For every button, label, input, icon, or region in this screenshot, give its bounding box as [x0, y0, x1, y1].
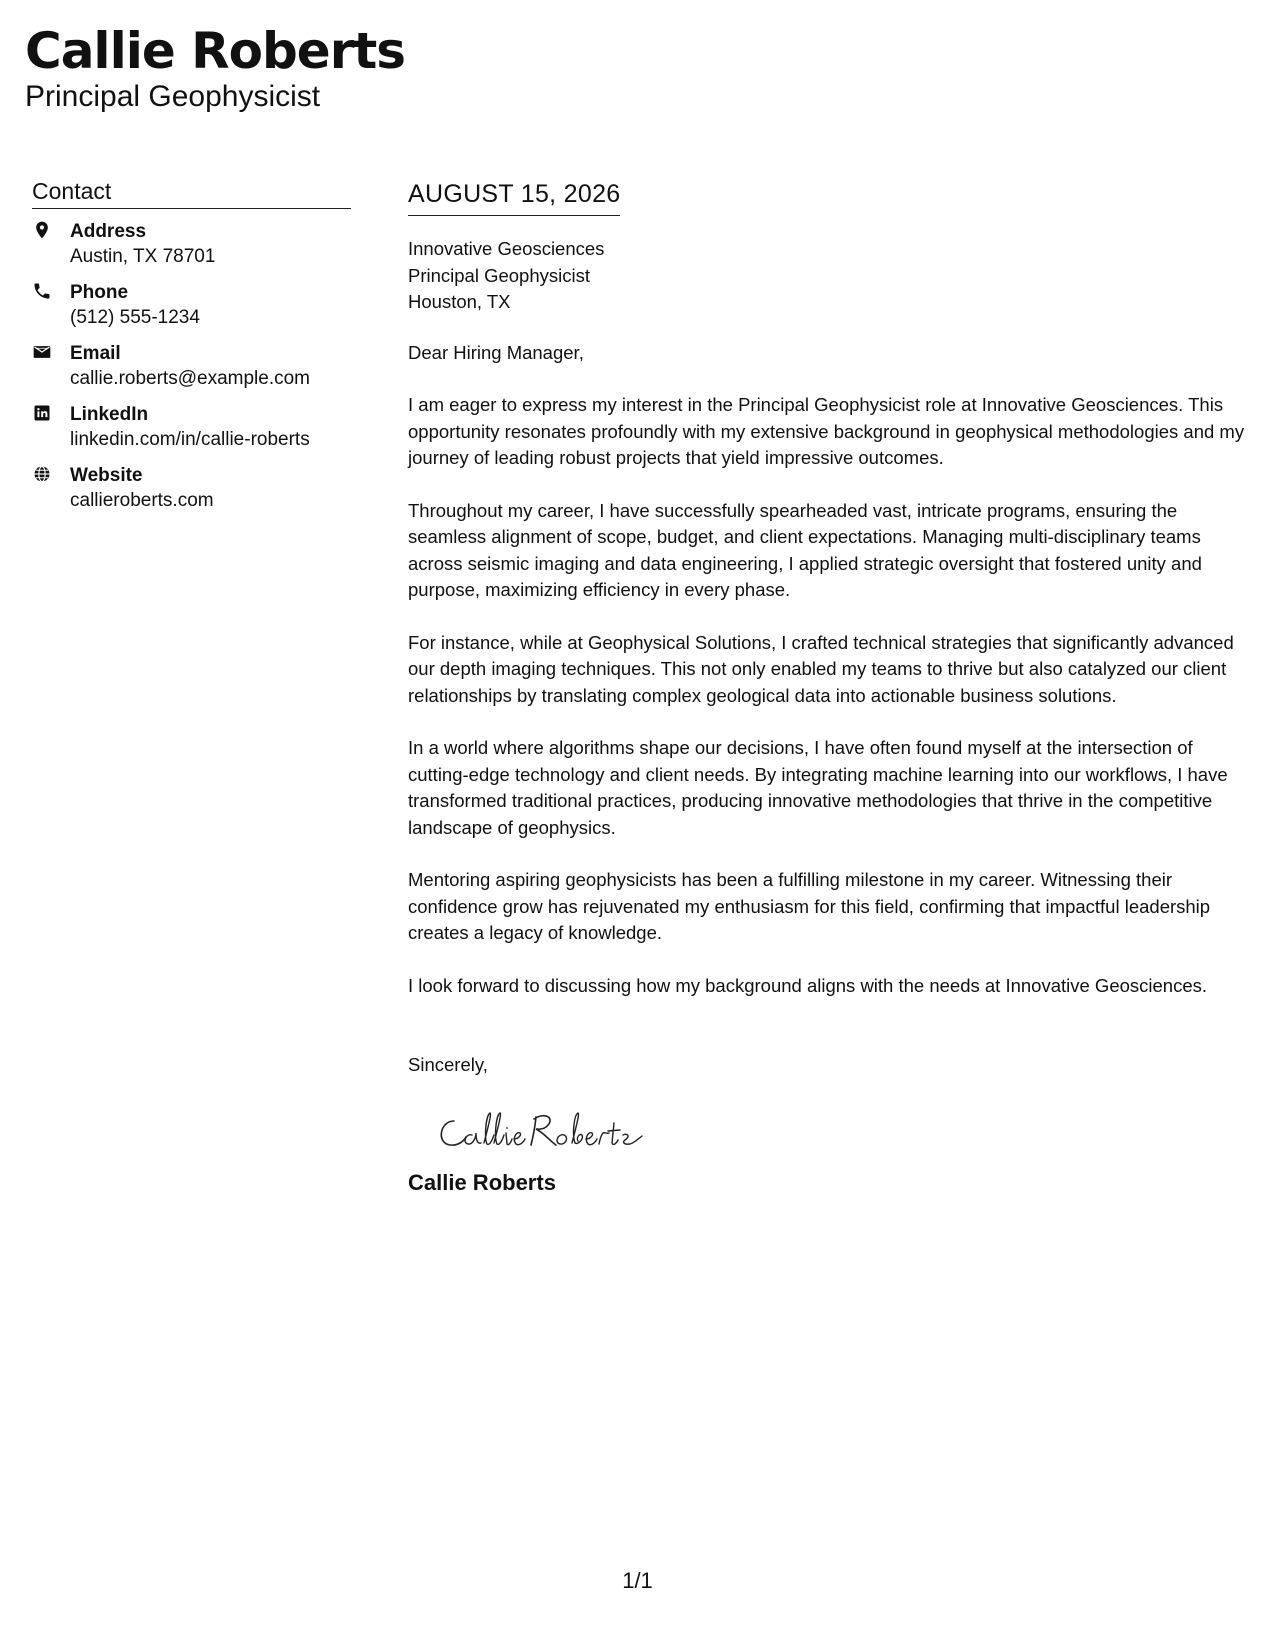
contact-value: linkedin.com/in/callie-roberts [70, 429, 310, 450]
contact-sidebar [32, 176, 351, 524]
resume-header [25, 22, 405, 114]
closing: Sincerely, [408, 1054, 488, 1075]
globe-icon [32, 464, 54, 486]
contact-item-email [32, 341, 351, 391]
letter-date: AUGUST 15, 2026 [408, 178, 620, 216]
body-paragraph: I am eager to express my interest in the Principal Geophysicist role at Innovative Geosciences. This opportunity resonates profoundly with my extensive background in geophysical methodologies and my journey of leading robust projects that yield impressive outcomes. [408, 394, 1245, 468]
body-paragraph: Mentoring aspiring geophysicists has been a fulfilling milestone in my career. Witnessing their confidence grow has rejuvenated my enthusiasm for this field, confirming that impactful leadership creates a legacy of knowledge. [408, 869, 1211, 943]
contact-value: Austin, TX 78701 [70, 246, 216, 267]
recipient-block [408, 236, 1253, 316]
body-paragraph: In a world where algorithms shape our decisions, I have often found myself at the intersection of cutting-edge technology and client needs. By integrating machine learning into our workflows, I have transformed traditional practices, producing innovative methodologies that thrive in the competitive landscape of geophysics. [408, 737, 1228, 838]
contact-section-title: Contact [32, 176, 351, 209]
contact-value: (512) 555-1234 [70, 307, 200, 328]
candidate-name: Callie Roberts [25, 22, 406, 80]
contact-value: callieroberts.com [70, 490, 214, 511]
letter-body [408, 178, 1253, 1197]
page-indicator: 1/1 [622, 1568, 653, 1593]
recipient-role: Principal Geophysicist [408, 264, 590, 286]
contact-label: Phone [70, 282, 129, 303]
body-paragraph: I look forward to discussing how my background aligns with the needs at Innovative Geosciences. [408, 974, 1208, 996]
phone-icon [32, 281, 54, 303]
contact-value: callie.roberts@example.com [70, 368, 310, 389]
body-paragraph: For instance, while at Geophysical Solutions, I crafted technical strategies that significantly advanced our depth imaging techniques. This not only enabled my teams to thrive but also catalyzed our client relationships by translating complex geological data into actionable business solutions. [408, 631, 1234, 706]
contact-item-linkedin [32, 402, 351, 452]
signer-name: Callie Roberts [408, 1169, 556, 1195]
recipient-location: Houston, TX [408, 291, 511, 312]
candidate-title: Principal Geophysicist [25, 80, 321, 113]
handwritten-signature [432, 1099, 672, 1159]
recipient-company: Innovative Geosciences [408, 238, 605, 259]
linkedin-icon [32, 403, 54, 425]
salutation: Dear Hiring Manager, [408, 341, 584, 363]
contact-label: Address [70, 221, 147, 242]
map-pin-icon [32, 220, 54, 242]
contact-label: Email [70, 343, 121, 364]
contact-item-website [32, 463, 351, 513]
contact-item-address [32, 219, 351, 269]
body-paragraph: Throughout my career, I have successfully spearheaded vast, intricate programs, ensuring the seamless alignment of scope, budget, and client expectations. Managing multi-disciplinary teams across seismic imaging and data engineering, I applied strategic oversight that fostered unity and purpose, maximizing efficiency in every phase. [408, 499, 1202, 600]
contact-label: LinkedIn [70, 404, 149, 425]
contact-item-phone [32, 280, 351, 330]
envelope-icon [32, 342, 54, 364]
contact-label: Website [70, 465, 143, 486]
